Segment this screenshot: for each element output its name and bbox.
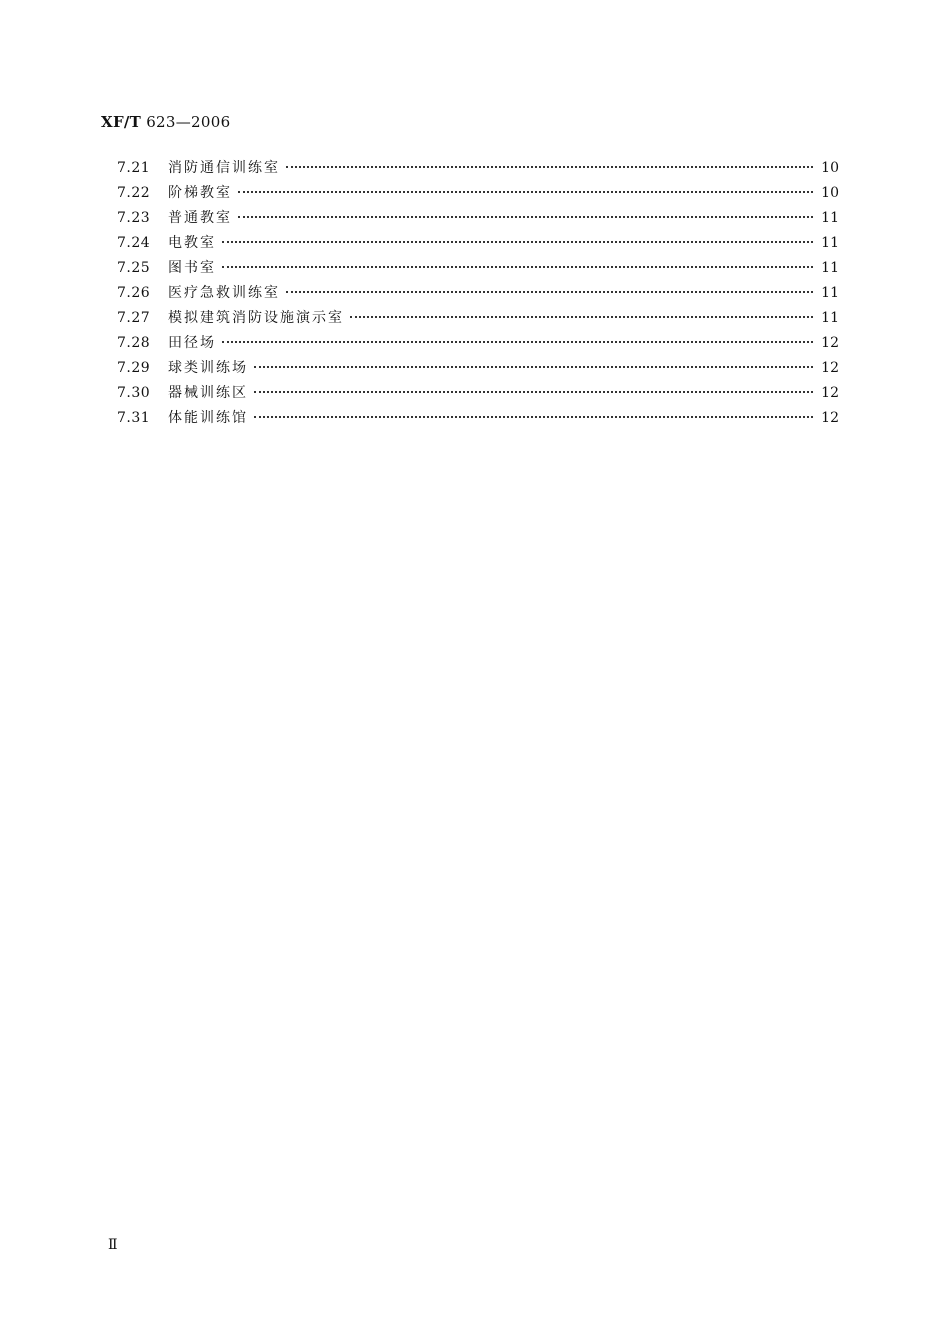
toc-entry-number: 7.28	[117, 335, 151, 351]
toc-entry[interactable]	[117, 381, 839, 406]
standard-number: 623—2006	[146, 113, 231, 131]
toc-entry-number: 7.31	[117, 410, 151, 426]
toc-entry-page: 11	[821, 210, 839, 226]
toc-entry-title: 消防通信训练室	[168, 160, 280, 176]
toc-entry-number: 7.23	[117, 210, 151, 226]
toc-entry-title: 器械训练区	[168, 385, 248, 401]
toc-entry[interactable]	[117, 156, 839, 181]
toc-dot-leader	[350, 315, 813, 318]
toc-entry-title: 田径场	[168, 335, 216, 351]
toc-entry-title: 球类训练场	[168, 360, 248, 376]
toc-dot-leader	[222, 265, 813, 268]
toc-entry-page: 12	[821, 335, 839, 351]
toc-entry-title: 模拟建筑消防设施演示室	[168, 310, 344, 326]
toc-entry-title: 普通教室	[168, 210, 232, 226]
toc-entry-page: 10	[821, 185, 839, 201]
toc-entry-number: 7.24	[117, 235, 151, 251]
toc-dot-leader	[238, 190, 813, 193]
toc-dot-leader	[254, 415, 813, 418]
toc-entry-title: 电教室	[168, 235, 216, 251]
toc-entry-page: 12	[821, 410, 839, 426]
toc-entry[interactable]	[117, 206, 839, 231]
toc-entry-number: 7.30	[117, 385, 151, 401]
toc-dot-leader	[254, 365, 813, 368]
toc-entry-number: 7.25	[117, 260, 151, 276]
toc-dot-leader	[238, 215, 813, 218]
toc-dot-leader	[254, 390, 813, 393]
toc-entry-page: 12	[821, 385, 839, 401]
toc-entry[interactable]	[117, 231, 839, 256]
document-header	[101, 113, 230, 131]
toc-entry-number: 7.21	[117, 160, 151, 176]
table-of-contents	[117, 156, 839, 431]
toc-entry-title: 医疗急救训练室	[168, 285, 280, 301]
toc-entry-page: 11	[821, 235, 839, 251]
toc-entry-number: 7.26	[117, 285, 151, 301]
toc-dot-leader	[286, 165, 813, 168]
toc-entry-number: 7.22	[117, 185, 151, 201]
toc-entry-title: 图书室	[168, 260, 216, 276]
toc-entry-page: 11	[821, 310, 839, 326]
toc-entry[interactable]	[117, 181, 839, 206]
toc-dot-leader	[222, 340, 813, 343]
toc-entry-page: 12	[821, 360, 839, 376]
toc-entry-number: 7.29	[117, 360, 151, 376]
standard-code: XF/T	[101, 113, 142, 131]
toc-entry[interactable]	[117, 331, 839, 356]
toc-dot-leader	[222, 240, 813, 243]
toc-entry[interactable]	[117, 356, 839, 381]
toc-entry[interactable]	[117, 306, 839, 331]
toc-entry[interactable]	[117, 406, 839, 431]
toc-entry[interactable]	[117, 281, 839, 306]
toc-entry-page: 10	[821, 160, 839, 176]
toc-entry-title: 阶梯教室	[168, 185, 232, 201]
toc-entry-page: 11	[821, 285, 839, 301]
toc-entry-title: 体能训练馆	[168, 410, 248, 426]
toc-entry-number: 7.27	[117, 310, 151, 326]
page-number: Ⅱ	[108, 1237, 118, 1253]
toc-entry[interactable]	[117, 256, 839, 281]
toc-dot-leader	[286, 290, 813, 293]
toc-entry-page: 11	[821, 260, 839, 276]
